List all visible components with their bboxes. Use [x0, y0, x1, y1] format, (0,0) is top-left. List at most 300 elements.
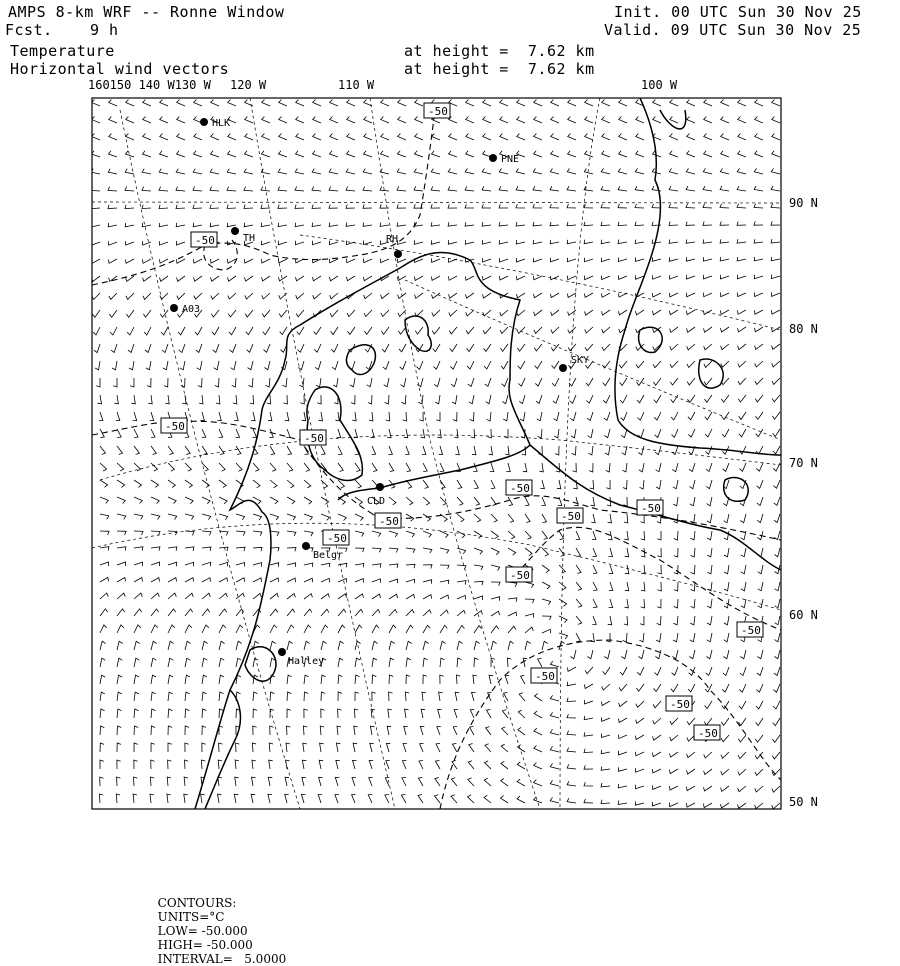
wind-barb — [503, 412, 508, 421]
wind-barb — [576, 633, 580, 642]
wind-barb — [707, 548, 712, 557]
wind-barb — [602, 134, 610, 141]
wind-barb — [590, 480, 594, 489]
wind-barb — [471, 429, 475, 438]
wind-barb — [372, 531, 381, 537]
wind-barb — [438, 709, 442, 718]
wind-barb — [372, 609, 380, 616]
wind-barb — [670, 151, 678, 157]
wind-barb — [151, 760, 155, 769]
wind-barb — [756, 463, 763, 471]
wind-barb — [177, 276, 186, 281]
wind-barb — [247, 344, 253, 352]
wind-barb — [380, 187, 389, 192]
wind-barb — [487, 412, 492, 421]
wind-barb — [423, 641, 429, 650]
wind-barb — [687, 275, 696, 279]
wind-barb — [134, 514, 143, 519]
wind-barb — [440, 675, 444, 684]
contour-label — [506, 480, 532, 495]
wind-barb — [506, 463, 510, 472]
wind-barb — [456, 675, 460, 684]
wind-barb — [465, 204, 474, 208]
wind-barb — [372, 579, 381, 583]
wind-barb — [554, 429, 559, 438]
wind-barb — [686, 186, 695, 191]
wind-barb — [219, 609, 227, 616]
wind-barb — [236, 429, 240, 438]
wind-barb — [722, 412, 729, 420]
wind-barb — [159, 187, 168, 191]
wind-barb — [415, 151, 424, 157]
wind-barb — [245, 151, 254, 157]
wind-barb — [584, 204, 593, 208]
wind-barb — [116, 794, 120, 803]
wind-barb — [321, 480, 328, 488]
wind-barb — [295, 205, 304, 209]
wind-barb — [160, 293, 168, 299]
wind-barb — [550, 186, 559, 191]
wind-barb — [236, 514, 245, 520]
svg-text:-50: -50 — [304, 432, 324, 445]
wind-barb — [100, 658, 105, 667]
wind-barb — [501, 796, 509, 803]
wind-barb — [296, 310, 304, 317]
wind-barb — [470, 412, 474, 421]
wind-barb — [467, 344, 474, 352]
wind-barb — [388, 709, 392, 718]
wind-barb — [585, 327, 593, 333]
wind-barb — [363, 169, 372, 174]
station-hlk-label: HLK — [212, 118, 231, 129]
wind-barb — [397, 222, 406, 226]
wind-barb — [231, 361, 236, 370]
wind-barb — [483, 293, 492, 298]
wind-barb — [363, 276, 372, 281]
wind-barb — [415, 117, 423, 124]
wind-barb — [117, 675, 122, 684]
wind-barb — [210, 259, 219, 263]
wind-barb — [703, 168, 712, 174]
wind-barb — [401, 378, 407, 387]
wind-barb — [93, 327, 100, 335]
wind-barb — [346, 205, 355, 209]
wind-barb — [519, 693, 525, 701]
wind-barb — [603, 667, 610, 675]
wind-barb — [228, 134, 236, 141]
wind-barb — [245, 134, 253, 141]
wind-barb — [336, 760, 340, 769]
wind-barb — [304, 609, 312, 616]
wind-barb — [338, 658, 343, 667]
wind-barb — [534, 728, 542, 735]
wind-barb — [176, 223, 185, 227]
wind-barb — [674, 565, 678, 574]
wind-barb — [539, 463, 543, 472]
wind-barb — [449, 293, 458, 298]
wind-barb — [168, 658, 173, 667]
wind-barb — [347, 134, 355, 141]
wind-barb — [92, 293, 100, 300]
wind-barb — [251, 794, 255, 803]
wind-barb — [253, 593, 261, 599]
wind-barb — [176, 169, 185, 174]
wind-barb — [689, 463, 695, 472]
wind-barb — [587, 650, 593, 659]
wind-barb — [755, 361, 763, 367]
svg-text:-50: -50 — [535, 670, 555, 683]
wind-barb — [525, 627, 533, 633]
wind-barb — [352, 778, 356, 787]
stations — [170, 118, 589, 667]
wind-barb — [586, 378, 593, 386]
svg-text:-50: -50 — [510, 569, 530, 582]
wind-barb — [690, 616, 695, 625]
wind-barb — [739, 701, 746, 709]
wind-barb — [399, 344, 406, 352]
wind-barb — [236, 463, 242, 471]
wind-barb — [321, 692, 325, 701]
station-hlk — [200, 118, 230, 129]
wind-barb — [389, 497, 396, 505]
wind-barb — [313, 117, 321, 124]
wind-barb — [211, 310, 219, 317]
wind-barb — [336, 743, 340, 752]
wind-barb — [386, 412, 390, 421]
wind-barb — [687, 134, 695, 141]
wind-barb — [576, 582, 582, 590]
wind-barb — [423, 514, 431, 521]
wind-barb — [772, 786, 780, 792]
wind-barb — [348, 327, 356, 334]
wind-barb — [704, 134, 712, 141]
wind-barb — [142, 187, 151, 191]
wind-barb — [213, 344, 219, 352]
wind-barb — [572, 446, 576, 455]
wind-barb — [117, 609, 125, 616]
wind-barb — [331, 344, 338, 352]
wind-barb — [721, 117, 729, 124]
wind-barb — [423, 463, 427, 472]
wind-barb — [312, 187, 321, 192]
wind-barb — [236, 547, 245, 551]
wind-barb — [406, 675, 410, 684]
wind-barb — [99, 412, 103, 421]
wind-barb — [738, 803, 747, 808]
wind-barb — [435, 795, 441, 803]
wind-barb — [287, 726, 291, 735]
wind-barb — [584, 799, 593, 803]
wind-barb — [618, 801, 627, 805]
wind-barb — [387, 429, 391, 438]
wind-barb — [653, 378, 661, 385]
lon-label-100w: 100 W — [641, 78, 678, 92]
wind-barb — [268, 777, 272, 786]
wind-barb — [304, 480, 311, 488]
lon-label-120w: 120 W — [230, 78, 267, 92]
wind-barb — [542, 497, 546, 506]
wind-barb — [636, 151, 644, 157]
wind-barb — [482, 204, 491, 208]
wind-barb — [287, 480, 294, 488]
wind-barb — [525, 599, 534, 603]
wind-barb — [370, 726, 374, 735]
wind-barb — [741, 582, 746, 591]
wind-barb — [474, 480, 478, 489]
wind-barb — [652, 785, 661, 789]
wind-barb — [601, 293, 610, 297]
wind-barb — [354, 709, 358, 718]
wind-barb — [691, 548, 695, 557]
wind-barb — [754, 310, 763, 314]
wind-barb — [117, 760, 121, 769]
wind-barb — [658, 565, 662, 574]
wind-barb — [431, 258, 440, 262]
wind-barb — [185, 547, 194, 551]
wind-barb — [635, 222, 644, 226]
wind-barb — [673, 633, 678, 642]
wind-barb — [92, 241, 101, 245]
wind-barb — [609, 582, 613, 591]
wind-barb — [491, 611, 500, 616]
wind-barb — [654, 412, 661, 420]
wind-barb — [533, 204, 542, 208]
station-halley — [278, 648, 324, 667]
wind-barb — [525, 497, 529, 506]
wind-barb — [355, 625, 362, 633]
wind-barb — [635, 186, 644, 191]
wind-barb — [585, 117, 593, 124]
wind-barb — [704, 718, 712, 725]
wind-barb — [180, 361, 185, 370]
wind-barb — [381, 151, 390, 157]
wind-barb — [185, 709, 189, 718]
wind-barb — [542, 629, 551, 633]
wind-barb — [439, 446, 443, 455]
wind-barb — [440, 480, 445, 489]
wind-barb — [457, 480, 462, 489]
wind-barb — [168, 692, 173, 701]
wind-barb — [270, 658, 275, 667]
wind-barb — [691, 599, 696, 608]
wind-barb — [354, 726, 358, 735]
wind-barb — [159, 205, 168, 209]
wind-barb — [468, 378, 474, 387]
wind-barb — [214, 361, 219, 370]
wind-barb — [236, 578, 245, 582]
wind-barb — [355, 548, 364, 552]
wind-barb — [553, 395, 559, 403]
wind-barb — [210, 187, 219, 191]
wind-barb — [134, 625, 141, 633]
wind-barb — [202, 429, 206, 438]
svg-text:-50: -50 — [741, 624, 761, 637]
wind-barb — [142, 259, 151, 263]
wind-barb — [179, 344, 185, 353]
wind-barb — [168, 641, 174, 650]
height-wind: at height = 7.62 km — [404, 60, 595, 78]
wind-barb — [296, 151, 305, 157]
wind-barb — [483, 134, 491, 141]
wind-barb — [202, 547, 211, 551]
wind-barb — [755, 134, 763, 141]
wind-barb — [433, 344, 440, 352]
wind-barb — [474, 497, 480, 505]
wind-barb — [143, 100, 151, 107]
wind-barb — [773, 701, 780, 709]
wind-barb — [355, 692, 359, 701]
wind-barb — [270, 463, 276, 471]
wind-barb — [236, 641, 242, 650]
wind-barb — [536, 395, 542, 404]
wind-barb — [219, 625, 226, 633]
wind-barb — [603, 395, 610, 403]
wind-barb — [346, 169, 355, 174]
station-th — [231, 227, 255, 244]
wind-barb — [465, 222, 474, 226]
wind-barb — [550, 169, 559, 175]
wind-barb — [126, 293, 134, 299]
wind-barb — [518, 378, 525, 386]
wind-barb — [184, 777, 188, 786]
wind-barb — [176, 259, 185, 263]
wind-barb — [669, 803, 678, 807]
wind-barb — [466, 134, 474, 141]
wind-barb — [244, 259, 253, 263]
wind-barb — [772, 134, 780, 141]
wind-barb — [109, 293, 117, 299]
wind-barb — [423, 548, 432, 553]
wind-barb — [639, 463, 644, 472]
wind-barb — [652, 204, 661, 208]
wind-barb — [287, 548, 296, 552]
wind-barb — [134, 692, 139, 701]
field-temperature: Temperature — [10, 42, 115, 60]
wind-barb — [233, 395, 237, 404]
wind-barb — [499, 169, 508, 175]
wind-barb — [236, 625, 243, 633]
wind-barb — [624, 531, 628, 540]
wind-barb — [108, 259, 117, 263]
wind-barb — [576, 616, 582, 624]
wind-barb — [389, 658, 394, 667]
wind-barb — [674, 548, 678, 557]
valid-time: Valid. 09 UTC Sun 30 Nov 25 — [604, 21, 862, 39]
wind-barb — [608, 514, 612, 523]
wind-barb — [304, 563, 313, 567]
wind-barb — [603, 378, 610, 386]
wind-barb — [151, 726, 155, 735]
wind-barb — [270, 726, 274, 735]
station-pne-label: PNE — [501, 154, 520, 165]
wind-barb — [704, 769, 712, 775]
wind-barb — [472, 446, 476, 455]
contour-label — [161, 418, 187, 433]
wind-barb — [720, 222, 729, 226]
wind-barb — [704, 100, 712, 107]
wind-barb — [567, 731, 576, 735]
wind-barb — [567, 798, 576, 803]
wind-barb — [584, 732, 593, 736]
wind-barb — [278, 187, 287, 191]
wind-barb — [400, 361, 406, 369]
wind-barb — [756, 701, 763, 709]
wind-barb — [704, 327, 713, 332]
wind-barb — [115, 395, 119, 404]
wind-barb — [212, 327, 219, 335]
wind-barb — [304, 641, 310, 650]
wind-barb — [423, 610, 431, 616]
wind-barb — [559, 633, 568, 639]
wind-barb — [657, 531, 661, 540]
wind-barb — [414, 186, 423, 191]
wind-barb — [177, 100, 185, 107]
wind-barb — [738, 327, 747, 332]
wind-barb — [621, 412, 627, 420]
wind-barb — [505, 446, 509, 455]
wind-barb — [448, 240, 457, 244]
wind-barb — [670, 344, 678, 350]
wind-barb — [335, 795, 339, 804]
wind-barb — [295, 241, 304, 245]
wind-barb — [312, 223, 321, 227]
wind-barb — [415, 100, 423, 107]
wind-barb — [601, 766, 610, 770]
wind-barb — [550, 695, 559, 701]
wind-barb — [355, 531, 364, 537]
wind-barb — [550, 746, 559, 752]
wind-barb — [218, 760, 222, 769]
wind-barb — [499, 222, 508, 226]
wind-barb — [721, 718, 729, 725]
wind-barb — [568, 327, 576, 333]
wind-barb — [474, 596, 483, 600]
wind-barb — [330, 117, 338, 124]
wind-barb — [145, 344, 151, 353]
wind-barb — [287, 709, 291, 718]
wind-barb — [500, 134, 508, 141]
parallel-90n — [92, 202, 781, 203]
wind-barb — [689, 667, 695, 675]
wind-barb — [474, 581, 483, 585]
wind-barb — [567, 698, 576, 702]
wind-barb — [469, 395, 474, 404]
wind-barb — [686, 803, 695, 807]
wind-barb — [454, 429, 458, 438]
wind-barb — [194, 151, 203, 157]
wind-barb — [355, 594, 364, 599]
wind-barb — [738, 786, 746, 792]
wind-barb — [601, 222, 610, 226]
wind-barb — [723, 667, 729, 676]
wind-barb — [125, 205, 134, 209]
wind-barb — [387, 726, 391, 735]
wind-barb — [236, 563, 245, 567]
wind-barb — [371, 709, 375, 718]
wind-barb — [448, 222, 457, 226]
wind-barb — [252, 760, 256, 769]
wind-barb — [705, 429, 712, 437]
wind-barb — [619, 751, 628, 755]
wind-barb — [534, 134, 542, 141]
wind-barb — [588, 446, 593, 455]
wind-barb — [440, 625, 447, 633]
wind-barb — [534, 293, 543, 298]
wind-barb — [228, 293, 236, 299]
wind-barb — [738, 100, 746, 107]
wind-barb — [134, 726, 138, 735]
wind-barb — [321, 625, 328, 633]
